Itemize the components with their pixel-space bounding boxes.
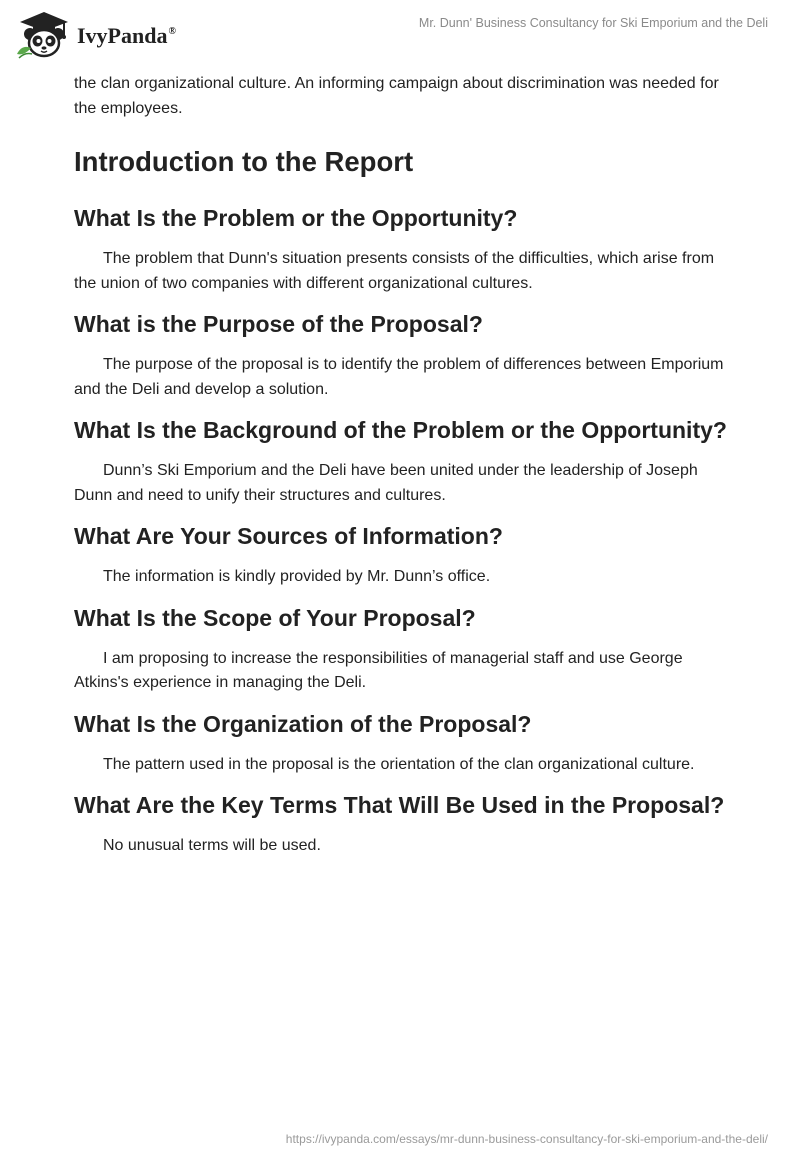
section-title: Introduction to the Report	[74, 146, 414, 177]
document-running-title: Mr. Dunn' Business Consultancy for Ski Emporium and the Deli	[418, 16, 768, 30]
subsection-heading-sources: What Are Your Sources of Information?	[74, 523, 503, 549]
subsection-paragraph-problem: The problem that Dunn's situation presents consists of the difficulties, which arise from the union of two companies with different organizational cultures.	[74, 250, 715, 292]
subsection-paragraph-key-terms: No unusual terms will be used.	[103, 837, 321, 854]
subsection-paragraph-purpose: The purpose of the proposal is to identify the problem of differences between Emporium and the Deli and develop a solution.	[74, 356, 724, 398]
subsection-heading-key-terms: What Are the Key Terms That Will Be Used in the Proposal?	[74, 792, 725, 818]
source-url-link[interactable]: https://ivypanda.com/essays/mr-dunn-business-consultancy-for-ski-emporium-and-the-deli/	[285, 1132, 768, 1146]
intro-continuation-paragraph: the clan organizational culture. An informing campaign about discrimination was needed for the employees.	[74, 75, 719, 117]
ivypanda-logo[interactable]	[14, 10, 176, 60]
subsection-heading-purpose: What is the Purpose of the Proposal?	[74, 311, 483, 337]
subsection-heading-organization: What Is the Organization of the Proposal?	[74, 710, 532, 737]
document-body	[74, 72, 734, 859]
subsection-paragraph-organization: The pattern used in the proposal is the orientation of the clan organizational culture.	[103, 755, 695, 773]
subsection-heading-problem: What Is the Problem or the Opportunity?	[74, 205, 518, 231]
subsection-heading-background: What Is the Background of the Problem or the Opportunity?	[74, 417, 727, 443]
page-header	[0, 0, 800, 70]
subsection-paragraph-scope: I am proposing to increase the responsibilities of managerial staff and use George Atkins's experience in managing the Deli.	[74, 649, 683, 691]
subsection-paragraph-sources: The information is kindly provided by Mr. Dunn’s office.	[103, 568, 491, 585]
subsection-paragraph-background: Dunn’s Ski Emporium and the Deli have been united under the leadership of Joseph Dunn and need to unify their structures and cultures.	[74, 462, 698, 504]
subsection-heading-scope: What Is the Scope of Your Proposal?	[74, 604, 476, 631]
panda-graduate-icon	[14, 10, 74, 60]
logo-wordmark: IvyPanda®	[77, 23, 176, 48]
